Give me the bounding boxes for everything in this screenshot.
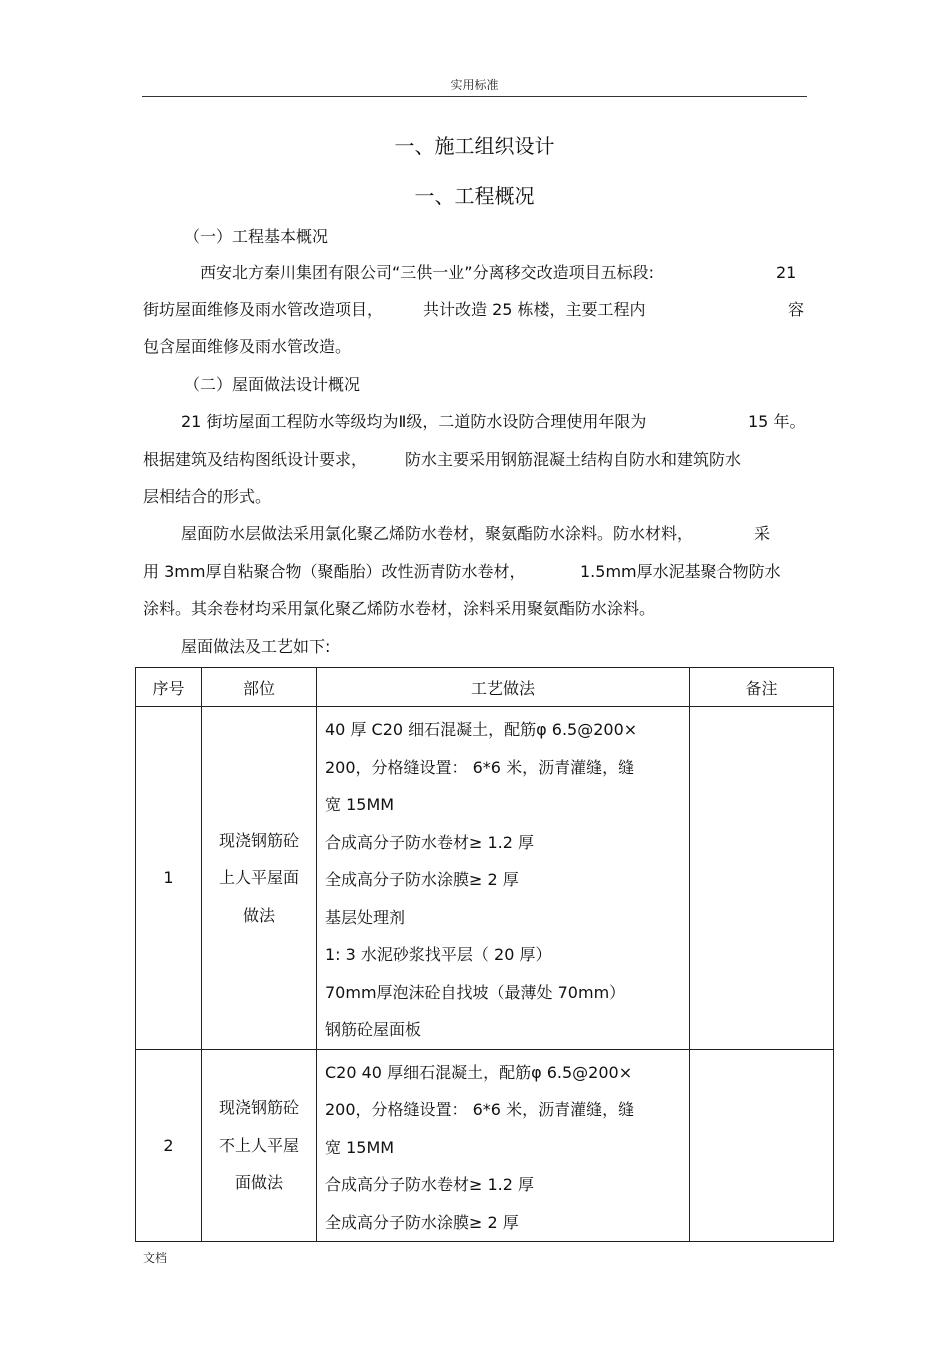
header-remark: 备注: [690, 668, 834, 707]
method-line: 70mm厚泡沫砼自找坡（最薄处 70mm）: [325, 982, 626, 1002]
method-line: 宽 15MM: [325, 1137, 395, 1157]
method-line: 宽 15MM: [325, 795, 395, 814]
row-location: [202, 1049, 317, 1242]
method-line: C20 40 厚细石混凝土，配筋φ 6.5@200×: [325, 1062, 633, 1082]
table-header-row: [136, 668, 834, 707]
table-row: [136, 1049, 834, 1242]
method-line: 40 厚 C20 细石混凝土，配筋φ 6.5@200×: [325, 720, 638, 739]
method-line: 200，分格缝设置： 6*6 米，沥青灌缝，缝: [325, 757, 635, 777]
page-header: 实用标准: [450, 78, 499, 92]
paragraph-1-line-1-end: 21: [776, 263, 797, 282]
table-intro: 屋面做法及工艺如下:: [181, 637, 331, 656]
paragraph-3-line-1-end: 采: [754, 524, 771, 543]
row-method: [317, 707, 690, 1050]
row-remark: [690, 1049, 834, 1242]
method-line: 合成高分子防水卷材≥ 1.2 厚: [325, 832, 535, 852]
location-line: 面做法: [234, 1173, 283, 1192]
row-no: 2: [136, 1049, 202, 1242]
method-line: 钢筋砼屋面板: [325, 1020, 422, 1039]
paragraph-2-line-2: 根据建筑及结构图纸设计要求，: [143, 450, 368, 469]
page-footer: 文档: [143, 1251, 168, 1265]
location-line: 上人平屋面: [218, 868, 299, 887]
location-line: 现浇钢筋砼: [218, 1098, 299, 1117]
method-line: 1: 3 水泥砂浆找平层（ 20 厚）: [325, 945, 552, 964]
subsection-heading-1: （一）工程基本概况: [184, 227, 329, 246]
row-remark: [690, 707, 834, 1050]
subsection-heading-2: （二）屋面做法设计概况: [184, 375, 361, 394]
paragraph-3-line-2: 用 3mm厚自粘聚合物（聚酯胎）改性沥青防水卷材，: [143, 562, 526, 581]
row-no: 1: [136, 707, 202, 1050]
header-no: 序号: [136, 668, 202, 707]
location-line: 不上人平屋: [218, 1135, 299, 1155]
paragraph-3-line-1: 屋面防水层做法采用氯化聚乙烯防水卷材，聚氨酯防水涂料。防水材料，: [181, 524, 694, 543]
method-line: 全成高分子防水涂膜≥ 2 厚: [325, 1212, 519, 1232]
paragraph-3-line-2-end: 1.5mm厚水泥基聚合物防水: [580, 562, 781, 581]
location-line: 做法: [242, 905, 275, 925]
paragraph-1-line-2: 街坊屋面维修及雨水管改造项目，: [143, 300, 384, 319]
method-line: 基层处理剂: [325, 907, 406, 927]
header-location: 部位: [202, 668, 317, 707]
row-location: [202, 707, 317, 1050]
paragraph-2-line-2-end: 防水主要采用钢筋混凝土结构自防水和建筑防水: [405, 450, 742, 469]
header-divider: [142, 96, 807, 97]
row-method: [317, 1049, 690, 1242]
paragraph-3-line-3: 涂料。其余卷材均采用氯化聚乙烯防水卷材，涂料采用聚氨酯防水涂料。: [143, 599, 656, 618]
paragraph-2-line-1-end: 15 年。: [748, 412, 806, 431]
header-method: 工艺做法: [317, 668, 690, 707]
paragraph-1-line-1: 西安北方秦川集团有限公司“三供一业”分离移交改造项目五标段:: [200, 263, 654, 282]
document-title: 一、施工组织设计: [394, 134, 555, 158]
roof-method-table: [135, 667, 834, 1242]
paragraph-2-line-1: 21 街坊屋面工程防水等级均为Ⅱ级，二道防水设防合理使用年限为: [181, 412, 647, 431]
method-line: 200，分格缝设置： 6*6 米，沥青灌缝，缝: [325, 1100, 635, 1119]
paragraph-1-line-3: 包含屋面维修及雨水管改造。: [143, 337, 352, 356]
paragraph-1-line-2-mid: 共计改造 25 栋楼，主要工程内: [423, 300, 646, 319]
table-row: [136, 707, 834, 1050]
section-title: 一、工程概况: [414, 184, 535, 208]
paragraph-1-line-2-end: 容: [788, 300, 805, 319]
paragraph-2-line-3: 层相结合的形式。: [143, 487, 272, 506]
method-line: 合成高分子防水卷材≥ 1.2 厚: [325, 1175, 535, 1194]
location-line: 现浇钢筋砼: [218, 830, 299, 850]
method-line: 全成高分子防水涂膜≥ 2 厚: [325, 870, 519, 889]
